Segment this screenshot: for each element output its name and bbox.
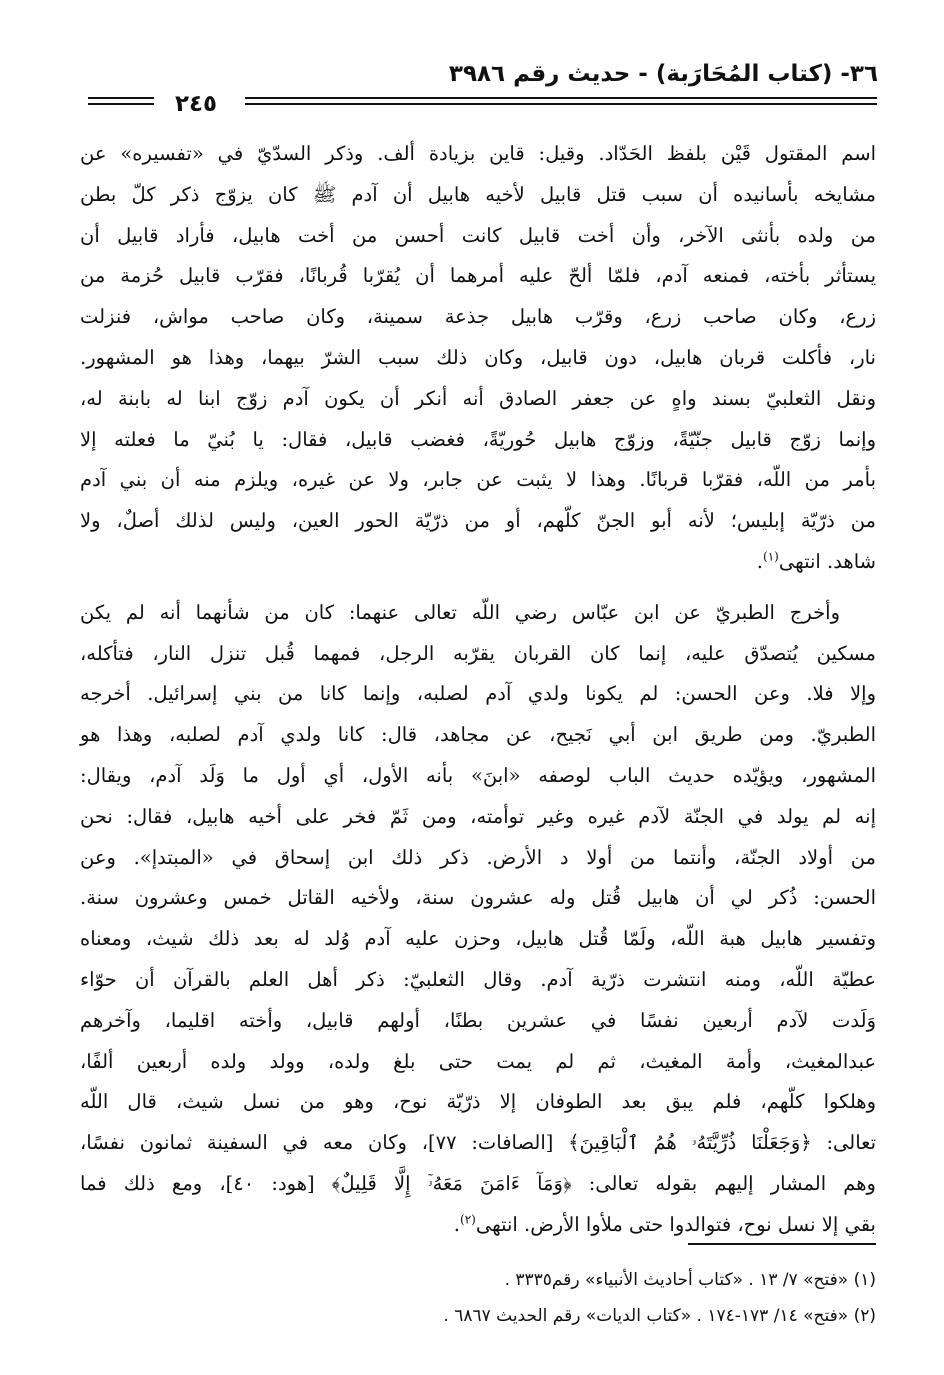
footnote-item: (٢) «فتح» ١٤/ ١٧٣-١٧٤ . «كتاب الديات» رقم الحديث ٦٨٦٧ . [443, 1306, 876, 1326]
text-line: إنه لم يولد في الجنّة لآدم غيره وغير توأمته، ومن ثَمّ فخر على أخيه هابيل، فقال: نحن [80, 804, 876, 828]
text-line: اسم المقتول قَيْن بلفظ الحَدّاد. وقيل: قاين بزيادة ألف. وذكر السدّيّ في «تفسيره» عن [80, 142, 876, 165]
footnote-separator [688, 1243, 876, 1245]
text-line: المشهور، ويؤيّده حديث الباب لوصفه «ابنَ» بأنه الأول، أي أول ما وَلَد آدم، ويقال: [80, 763, 876, 787]
text-line: الحسن: ذُكر لي أن هابيل قُتل وله عشرون سنة، ولأخيه القاتل خمس وعشرون سنة. [80, 886, 876, 910]
text-line: شاهد. انتهى$^{(١)}$. [756, 549, 876, 573]
header-rule [88, 103, 154, 105]
text-line: نار، فأكلت قربان هابيل، دون قابيل، وكان ذلك سبب الشرّ بيهما، وهذا هو المشهور. [80, 345, 876, 369]
text-line: وأخرج الطبريّ عن ابن عبّاس رضي اللّه تعالى عنهما: كان من شأنهما أنه لم يكن [80, 600, 840, 624]
text-line: عطيّة اللّه، ومنه انتشرت ذرّية آدم. وقال الثعلبيّ: ذكر أهل العلم بالقرآن أن حوّاء [80, 967, 876, 991]
text-line: وإلا فلا. وعن الحسن: لم يكونا ولدي آدم لصلبه، وإنما كانا من بني إسرائيل. أخرجه [80, 682, 876, 706]
text-line: ونقل الثعلبيّ بسند واهٍ عن جعفر الصادق أنه أنكر أن يكون آدم زوّج ابنا له بابنة له، [80, 386, 876, 410]
header-rule [245, 97, 877, 99]
text-line: وَلَدت لآدم أربعين نفسًا في عشرين بطنًا، أولهم قابيل، وأخته اقليما، وآخرهم [80, 1008, 876, 1032]
footnote-item: (١) «فتح» ٧/ ١٣ . «كتاب أحاديث الأنبياء» رقم٣٣٣٥ . [504, 1270, 876, 1290]
text-line-content: شاهد. انتهى [778, 549, 876, 573]
footnotes [80, 1262, 876, 1334]
text-line: عبدالمغيث، وأمة المغيث، ثم لم يمت حتى بلغ ولده، وولد ولده أربعين ألفًا، [80, 1049, 876, 1073]
header-rule [88, 97, 154, 99]
text-line: وهلكوا كلّهم، فلم يبق بعد الطوفان إلا ذرّيّة نوح، وهو من نسل شيث، قال اللّه [80, 1090, 876, 1114]
running-header-title: ٣٦- (كتاب المُحَارَبة) - حديث رقم ٣٩٨٦ [448, 61, 878, 87]
text-line: الطبريّ. ومن طريق ابن أبي نَجيح، عن مجاهد، قال: كانا ولدي آدم لصلبه، وهذا هو [80, 723, 876, 747]
footnote-marker: (٢) [460, 1212, 476, 1227]
text-line-content: بقي إلا نسل نوح، فتوالدوا حتى ملأوا الأرض. انتهى [475, 1212, 876, 1236]
text-line: مشايخه بأسانيده أن سبب قتل قابيل لأخيه هابيل أن آدم ﷺ كان يزوّج ذكر كلّ بطن [80, 182, 876, 206]
text-line: وتفسير هابيل هبة اللّه، ولَمّا قُتل هابيل، وحزن عليه آدم وُلد له بعد ذلك شيث، ومعناه [80, 927, 876, 951]
text-line: من ذرّيّة إبليس؛ لأنه أبو الجنّ كلّهم، أو من ذرّيّة الحور العين، وليس لذلك أصلٌ، ولا [80, 509, 876, 533]
text-line: وهم المشار إليهم بقوله تعالى: ﴿وَمَآ ءَامَنَ مَعَهُۥٓ إِلَّا قَلِيلٌ﴾ [هود: ٤٠]، ومع ذلك فما [80, 1171, 876, 1195]
header-rule [245, 103, 877, 105]
text-line: يستأثر بأخته، فمنعه آدم، فلمّا ألحّ عليه أمرهما أن يُقرّبا قُربانًا، فقرّب قابيل حُزمة من [80, 264, 876, 288]
text-line: بقي إلا نسل نوح، فتوالدوا حتى ملأوا الأرض. انتهى$^{(٢)}$. [453, 1212, 876, 1236]
text-line: بأمر من اللّه، فقرّبا قربانًا. وهذا لا يثبت عن جابر، ولا عن غيره، ويلزم منه أن بني آدم [80, 468, 876, 492]
text-line: من ولده بأنثى الآخر، وأن أخت قابيل كانت أحسن من أخت هابيل، فأراد قابيل أن [80, 223, 876, 247]
main-text [80, 134, 876, 1246]
text-line: زرع، وكان صاحب زرع، وقرّب هابيل جذعة سمينة، وكان صاحب مواش، فنزلت [80, 305, 876, 329]
page-number: ٢٤٥ [174, 91, 218, 117]
text-line: مسكين يُتصدّق عليه، إنما كان القربان يقرّبه الرجل، فمهما قُبل تنزل النار، فتأكله، [80, 641, 876, 665]
text-line: تعالى: ﴿وَجَعَلْنَا ذُرِّيَّتَهُۥ هُمُ ٱلْبَاقِينَ﴾ [الصافات: ٧٧]، وكان معه في السفينة ثمانون نفسًا، [80, 1131, 876, 1155]
text-line: وإنما زوّج قابيل جنّيّةً، وزوّج هابيل حُوريّةً، فغضب قابيل، فقال: يا بُنيّ ما فعلته إلا [80, 427, 876, 451]
text-line: من أولاد الجنّة، وأنتما من أولا د الأرض. ذكر ذلك ابن إسحاق في «المبتدإ». وعن [80, 845, 876, 869]
footnote-marker: (١) [763, 549, 779, 564]
